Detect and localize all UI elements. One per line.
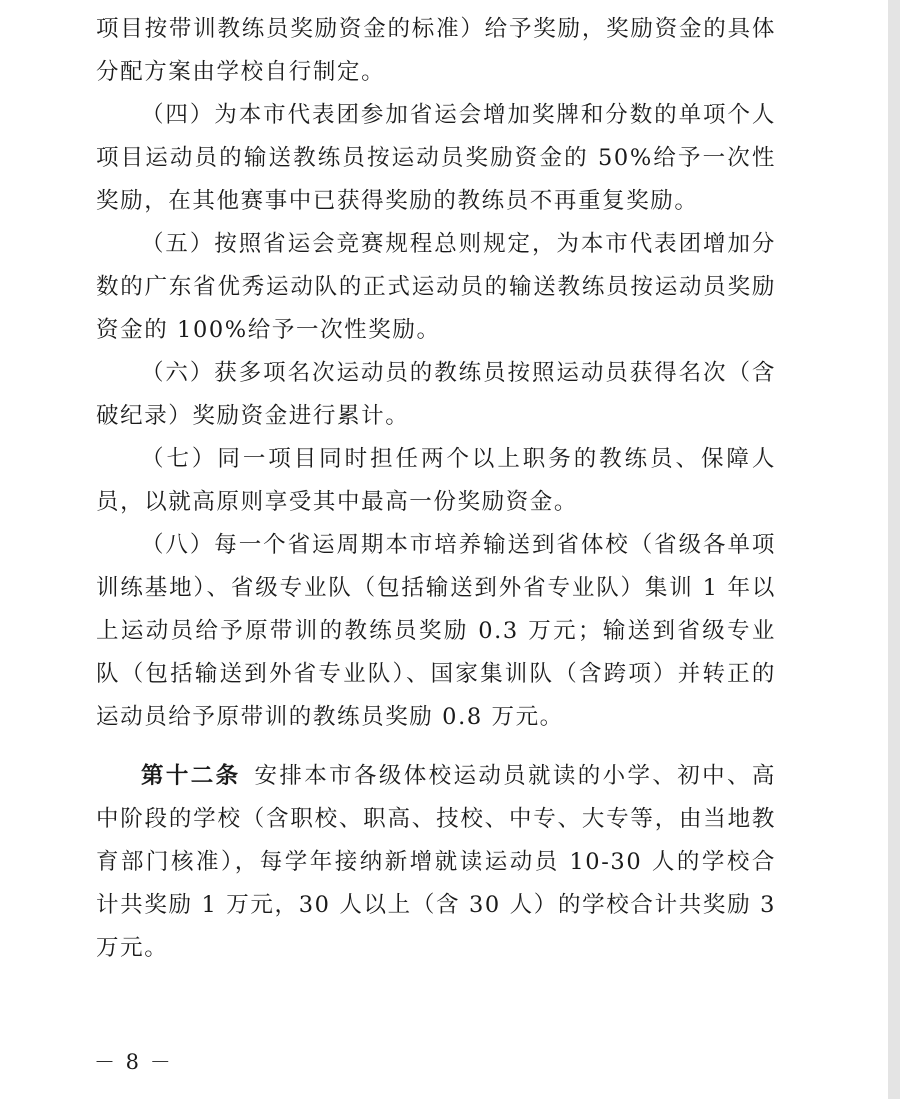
paragraph-continuation: 项目按带训教练员奖励资金的标准）给予奖励，奖励资金的具体分配方案由学校自行制定。 (96, 16, 776, 85)
paragraph-item-8: （八）每一个省运周期本市培养输送到省体校（省级各单项训练基地）、省级专业队（包括输送到外省专业队）集训 1 年以上运动员给予原带训的教练员奖励 0.3 万元；输送到省级专业队（包括输送到外省专业队）、国家集训队（含跨项）并转正的运动员给予原带训的教练员奖励 0.8 万元。 (96, 532, 776, 730)
article-12-label: 第十二条 (141, 763, 241, 789)
scrollbar-track[interactable] (888, 0, 900, 1099)
paragraph-item-6: （六）获多项名次运动员的教练员按照运动员获得名次（含破纪录）奖励资金进行累计。 (96, 360, 776, 429)
paragraph-item-4: （四）为本市代表团参加省运会增加奖牌和分数的单项个人项目运动员的输送教练员按运动员奖励资金的 50%给予一次性奖励，在其他赛事中已获得奖励的教练员不再重复奖励。 (96, 102, 776, 214)
paragraph-item-7: （七）同一项目同时担任两个以上职务的教练员、保障人员，以就高原则享受其中最高一份奖励资金。 (96, 446, 776, 515)
article-12-text: 安排本市各级体校运动员就读的小学、初中、高中阶段的学校（含职校、职高、技校、中专、大专等，由当地教育部门核准），每学年接纳新增就读运动员 10-30 人的学校合计共奖励 1 万元，30 人以上（含 30 人）的学校合计共奖励 3 万元。 (96, 763, 776, 961)
page-number: － 8 － (94, 1050, 173, 1074)
document-body (96, 0, 776, 970)
article-12-paragraph (96, 755, 776, 970)
paragraph-item-5: （五）按照省运会竞赛规程总则规定，为本市代表团增加分数的广东省优秀运动队的正式运动员的输送教练员按运动员奖励资金的 100%给予一次性奖励。 (96, 231, 776, 343)
